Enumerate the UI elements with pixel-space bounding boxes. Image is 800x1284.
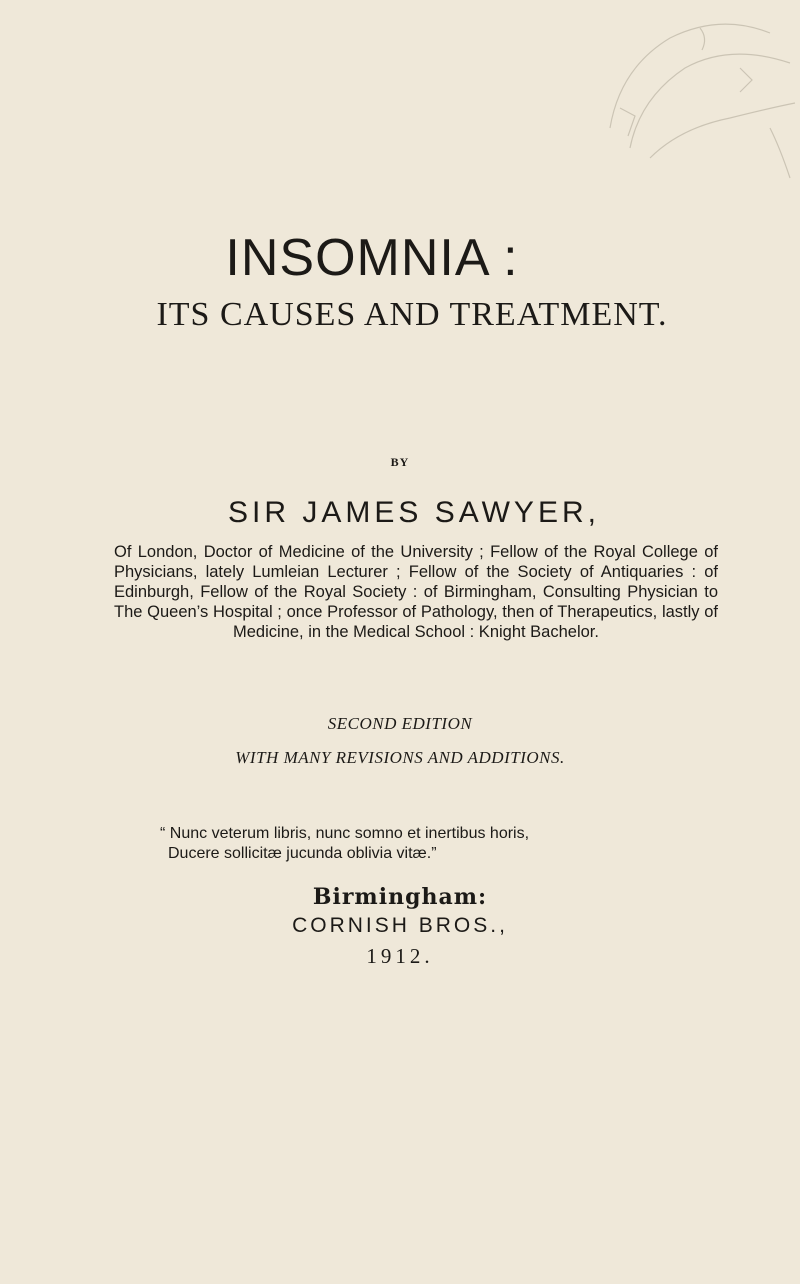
epigraph — [160, 824, 680, 864]
edition-label: SECOND EDITION — [327, 714, 473, 733]
epigraph-line-1: “ Nunc veterum libris, nunc somno et inertibus horis, — [160, 825, 530, 842]
imprint-year: 1912. — [366, 944, 434, 968]
author-name: SIR JAMES SAWYER, — [228, 496, 600, 529]
author-affiliations: Of London, Doctor of Medicine of the University ; Fellow of the Royal College of Physicians, lately Lumleian Lecturer ; Fellow of the Society of Antiquaries : of Edinburgh, Fellow of the Royal Society : of Birmingham, Consulting Physician to The Queen’s Hospital ; once Professor of Pathology, then of Therapeutics, lastly of Medicine, in the Medical School : Knight Bachelor. — [114, 543, 718, 641]
faded-library-stamp — [590, 8, 800, 208]
imprint-publisher: CORNISH BROS., — [292, 914, 508, 937]
book-title: INSOMNIA : — [225, 229, 519, 287]
book-subtitle: ITS CAUSES AND TREATMENT. — [156, 296, 668, 333]
by-label: BY — [390, 455, 410, 469]
revisions-label: WITH MANY REVISIONS AND ADDITIONS. — [235, 748, 565, 767]
epigraph-line-2: Ducere sollicitæ jucunda oblivia vitæ.” — [168, 845, 437, 862]
imprint-place: Birmingham: — [312, 884, 488, 910]
